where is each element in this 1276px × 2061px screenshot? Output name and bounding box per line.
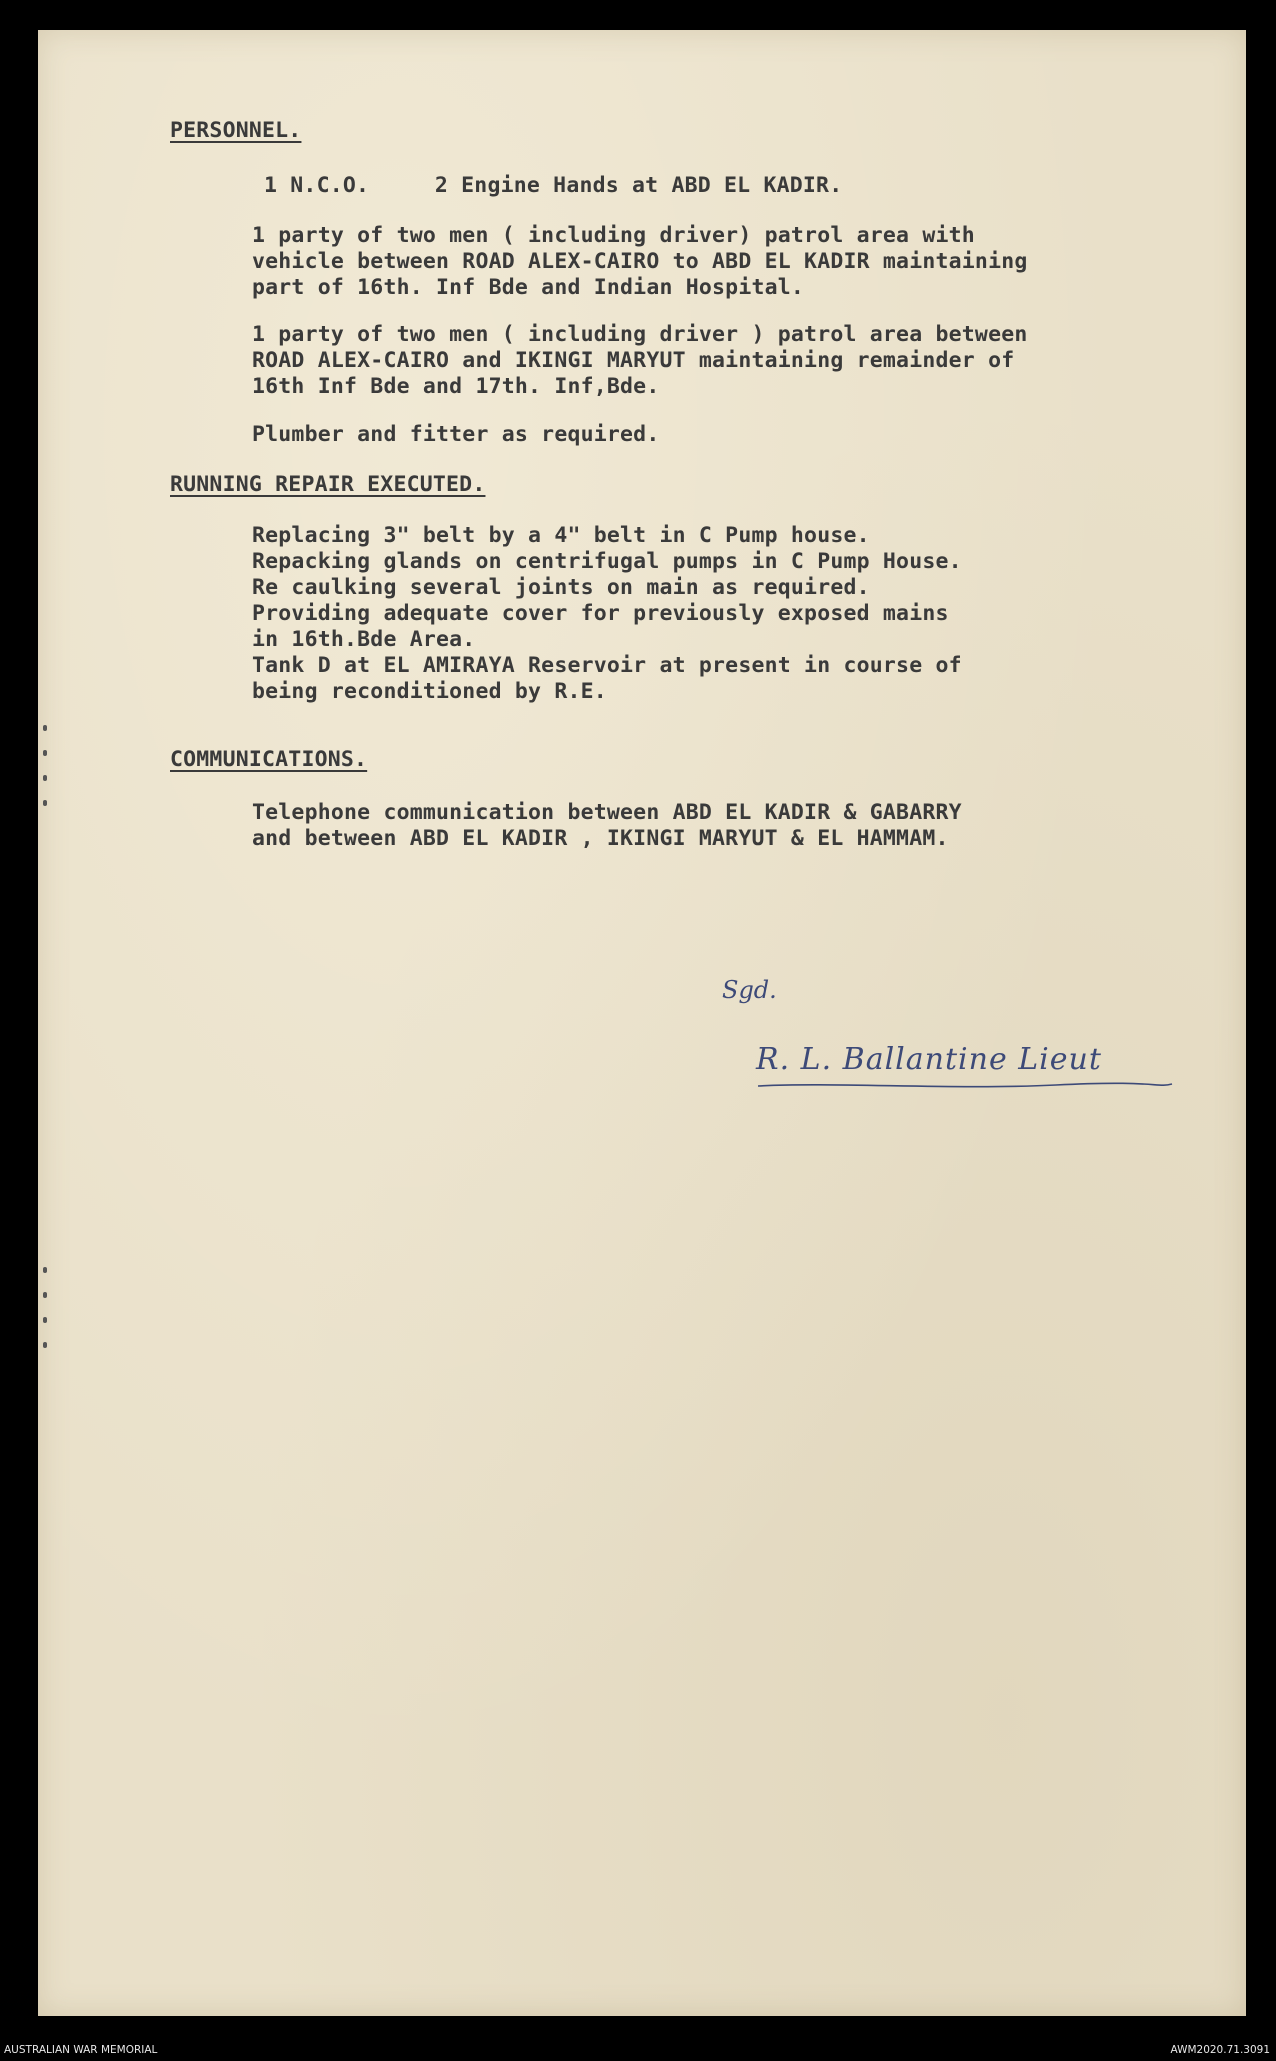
repairs-list: Replacing 3" belt by a 4" belt in C Pump house. Repacking glands on centrifugal pumps in C Pump House. Re caulking several joints on main as required. Providing adequate cover for previously exposed mains in 16th.Bde Area. Tank D at EL AMIRAYA Reservoir at present in course of being reconditioned by R.E. — [252, 523, 962, 704]
margin-mark — [43, 1317, 47, 1323]
personnel-paragraph: 1 party of two men ( including driver ) patrol area between ROAD ALEX-CAIRO and IKINGI MARYUT maintaining remainder of 16th Inf Bde and 17th. Inf,Bde. — [252, 322, 1028, 399]
margin-mark — [43, 800, 47, 806]
personnel-paragraph: Plumber and fitter as required. — [252, 422, 660, 447]
footer-archive-name: AUSTRALIAN WAR MEMORIAL — [4, 2044, 158, 2056]
margin-mark — [43, 1267, 47, 1273]
margin-mark — [43, 725, 47, 731]
signature-name: R. L. Ballantine Lieut — [756, 1042, 1102, 1077]
footer-accession-number: AWM2020.71.3091 — [1170, 2044, 1270, 2056]
personnel-heading: PERSONNEL. — [170, 118, 302, 143]
signature-underline — [756, 1078, 1176, 1094]
personnel-paragraph: 1 party of two men ( including driver) patrol area with vehicle between ROAD ALEX-CAIRO to ABD EL KADIR maintaining part of 16th. Inf Bde and Indian Hospital. — [252, 223, 1028, 300]
margin-mark — [43, 1292, 47, 1298]
margin-mark — [43, 750, 47, 756]
personnel-line: 1 N.C.O. 2 Engine Hands at ABD EL KADIR. — [264, 173, 843, 198]
signature-sgd: Sgd. — [722, 976, 777, 1004]
communications-heading: COMMUNICATIONS. — [170, 747, 368, 772]
repairs-heading: RUNNING REPAIR EXECUTED. — [170, 472, 486, 497]
communications-paragraph: Telephone communication between ABD EL KADIR & GABARRY and between ABD EL KADIR , IKINGI MARYUT & EL HAMMAM. — [252, 800, 962, 851]
margin-mark — [43, 1342, 47, 1348]
document-page — [38, 30, 1246, 2016]
margin-mark — [43, 775, 47, 781]
